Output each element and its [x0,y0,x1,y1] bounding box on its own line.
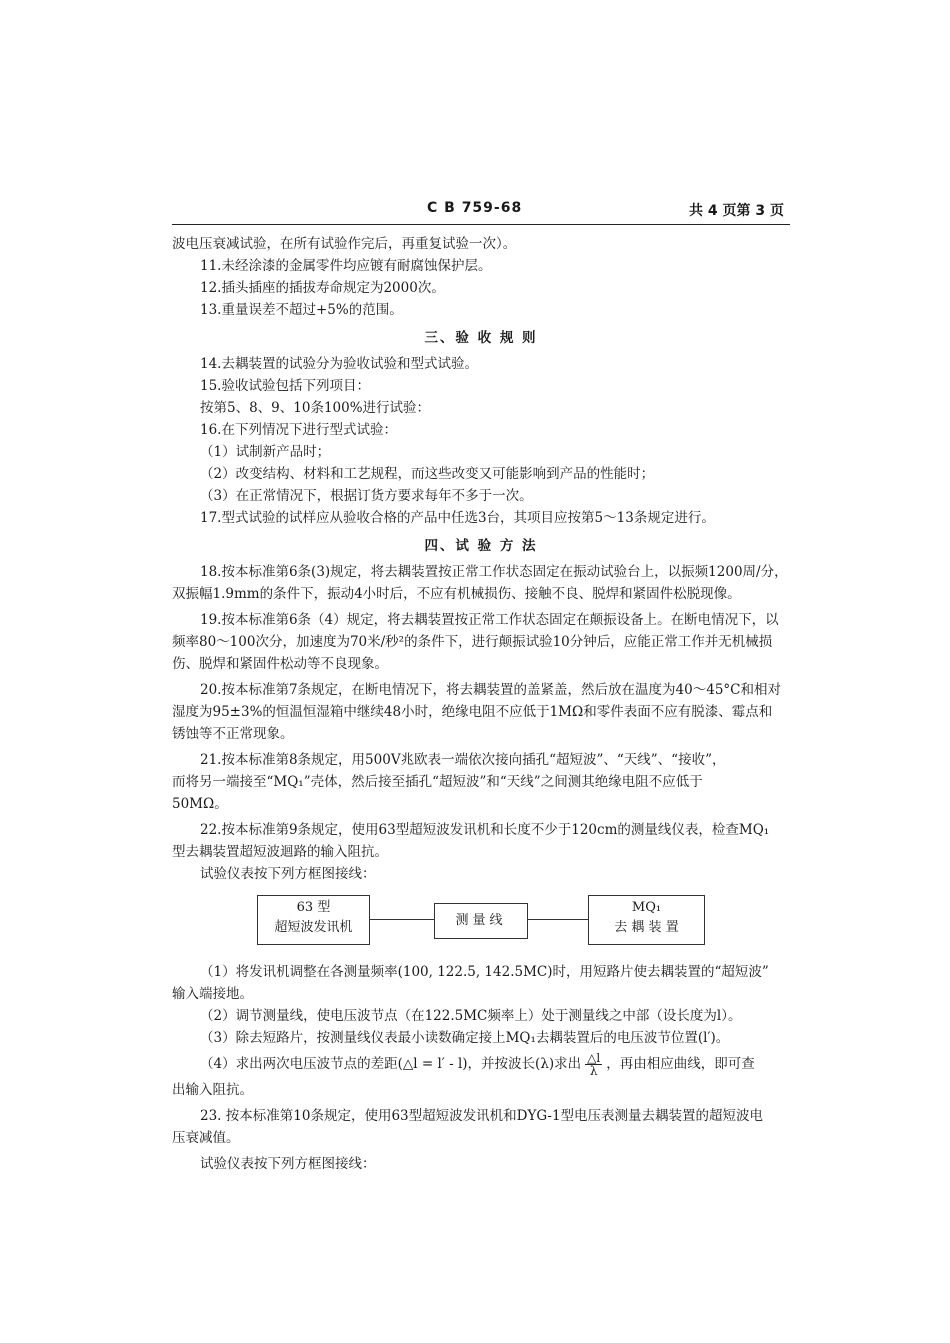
paragraph [172,1049,790,1079]
document-body [172,233,790,1175]
paragraph: 12.插头插座的插拔寿命规定为2000次。 [200,280,445,296]
decoupler-label: 去 耦 装 置 [614,920,679,935]
page-number: 共 4 页第 3 页 [689,203,784,219]
decoupler-box [588,895,705,945]
paragraph: 14.去耦装置的试验分为验收试验和型式试验。 [200,356,478,372]
step4-text-end: ，再由相应曲线，即可查 [606,1056,755,1072]
decoupler-model: MQ₁ [631,900,662,915]
paragraph: （3）除去短路片，按测量线仪表最小读数确定接上MQ₁去耦装置后的电压波节位置(l′)。 [200,1030,730,1046]
transmitter-box [257,895,370,945]
paragraph: 型去耦装置超短波迴路的输入阻抗。 [172,844,388,860]
paragraph: 出输入阻抗。 [172,1082,253,1098]
fraction-numerator: △l [587,1051,601,1065]
paragraph: 22.按本标准第9条规定，使用63型超短波发讯机和长度不少于120cm的测量线仪表，检查MQ₁ [200,822,770,838]
paragraph: 18.按本标准第6条(3)规定，将去耦装置按正常工作状态固定在振动试验台上，以振频1200周/分， [200,564,788,580]
connector-line [527,919,588,920]
paragraph: 11.未经涂漆的金属零件均应镀有耐腐蚀保护层。 [200,258,492,274]
connector-line [369,919,434,920]
paragraph: 频率80～100次分，加速度为70米/秒²的条件下，进行颠振试验10分钟后，应能正常工作并无机械损 [172,634,773,650]
paragraph: 23. 按本标准第10条规定，使用63型超短波发讯机和DYG-1型电压表测量去耦装置的超短波电 [200,1108,764,1124]
paragraph: 伤、脱焊和紧固件松动等不良现象。 [172,656,388,672]
paragraph: 13.重量误差不超过+5%的范围。 [200,302,403,318]
paragraph: （2）改变结构、材料和工艺规程，而这些改变又可能影响到产品的性能时； [200,466,655,482]
measuring-line-box: 测量线 [434,903,528,939]
paragraph: （3）在正常情况下，根据订货方要求每年不多于一次。 [200,488,533,504]
paragraph: 双振幅1.9mm的条件下，振动4小时后，不应有机械损伤、接触不良、脱焊和紧固件松脱现像。 [172,586,741,602]
paragraph: 锈蚀等不正常现象。 [172,726,294,742]
paragraph: 21.按本标准第8条规定，用500V兆欧表一端依次接向插孔“超短波”、“天线”、“接收”， [200,752,726,768]
paragraph: 50MΩ。 [172,796,228,812]
paragraph: 17.型式试验的试样应从验收合格的产品中任选3台，其项目应按第5～13条规定进行。 [200,510,715,526]
transmitter-label: 超短波发讯机 [274,920,353,935]
paragraph: 波电压衰减试验，在所有试验作完后，再重复试验一次）。 [172,236,517,252]
section-heading-3: 三、验 收 规 则 [424,330,538,346]
paragraph: 试验仪表按下列方框图接线： [200,1156,376,1172]
paragraph: 16.在下列情况下进行型式试验： [200,422,397,438]
paragraph: 20.按本标准第7条规定，在断电情况下，将去耦装置的盖紧盖，然后放在温度为40～45°C和相对 [200,682,781,698]
paragraph: 而将另一端接至“MQ₁”壳体，然后接至插孔“超短波”和“天线”之间测其绝缘电阻不应低于 [172,774,703,790]
standard-number: C B 759-68 [427,200,523,216]
block-diagram [172,895,790,953]
paragraph: （1）将发讯机调整在各测量频率(100, 122.5, 142.5MC)时，用短路片使去耦装置的“超短波” [200,964,769,980]
paragraph: 湿度为95±3%的恒温恒湿箱中继续48小时，绝缘电阻不应低于1MΩ和零件表面不应有脱漆、霉点和 [172,704,773,720]
paragraph: （1）试制新产品时； [200,444,331,460]
paragraph: （2）调节测量线，使电压波节点（在122.5MC频率上）处于测量线之中部（设长度为l）。 [200,1008,742,1024]
step4-text: （4）求出两次电压波节点的差距(△l = l′ - l)，并按波长(λ)求出 [200,1056,582,1072]
fraction-denominator: λ [589,1064,598,1078]
paragraph: 15.验收试验包括下列项目： [200,378,370,394]
page-header [172,198,790,225]
paragraph: 19.按本标准第6条（4）规定，将去耦装置按正常工作状态固定在颠振设备上。在断电情况下，以 [200,612,779,628]
paragraph: 压衰减值。 [172,1130,240,1146]
paragraph: 试验仪表按下列方框图接线： [200,866,376,882]
transmitter-model: 63 型 [296,900,331,915]
paragraph: 输入端接地。 [172,986,253,1002]
fraction [585,1052,602,1077]
section-heading-4: 四、试 验 方 法 [424,538,538,554]
paragraph: 按第5、8、9、10条100%进行试验： [200,400,431,416]
